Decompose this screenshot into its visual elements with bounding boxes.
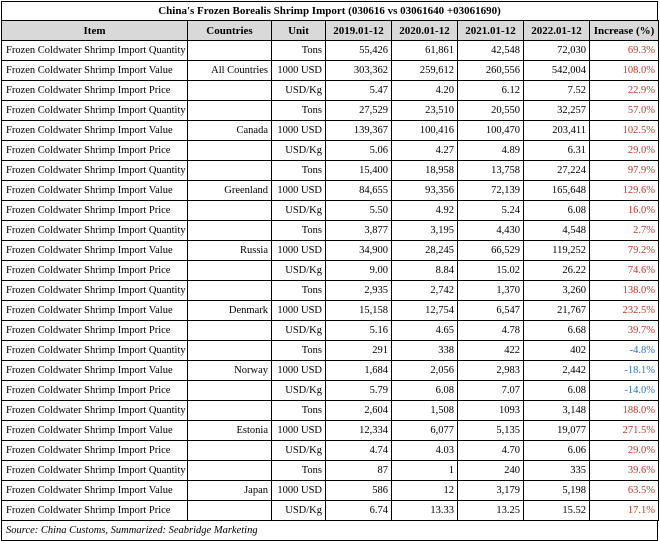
table-row xyxy=(2,441,659,461)
table-row xyxy=(2,201,659,221)
value-2020-cell: 12,754 xyxy=(392,301,458,321)
country-cell xyxy=(188,501,272,521)
value-2020-cell: 1,508 xyxy=(392,401,458,421)
item-cell: Frozen Coldwater Shrimp Import Value xyxy=(2,121,188,141)
table-row xyxy=(2,101,659,121)
value-2022-cell: 6.08 xyxy=(524,381,590,401)
value-2019-cell: 5.16 xyxy=(326,321,392,341)
value-2020-cell: 61,861 xyxy=(392,41,458,61)
value-2022-cell: 3,148 xyxy=(524,401,590,421)
value-2019-cell: 3,877 xyxy=(326,221,392,241)
value-2020-cell: 13.33 xyxy=(392,501,458,521)
value-2022-cell: 6.06 xyxy=(524,441,590,461)
value-2020-cell: 2,056 xyxy=(392,361,458,381)
unit-cell: Tons xyxy=(272,161,326,181)
increase-cell: 16.0% xyxy=(590,201,659,221)
increase-cell: 57.0% xyxy=(590,101,659,121)
header-increase: Increase (%) xyxy=(590,21,659,41)
item-cell: Frozen Coldwater Shrimp Import Quantity xyxy=(2,101,188,121)
value-2021-cell: 15.02 xyxy=(458,261,524,281)
unit-cell: Tons xyxy=(272,461,326,481)
unit-cell: USD/Kg xyxy=(272,81,326,101)
value-2019-cell: 303,362 xyxy=(326,61,392,81)
item-cell: Frozen Coldwater Shrimp Import Value xyxy=(2,181,188,201)
item-cell: Frozen Coldwater Shrimp Import Quantity xyxy=(2,341,188,361)
value-2021-cell: 100,470 xyxy=(458,121,524,141)
unit-cell: Tons xyxy=(272,101,326,121)
value-2019-cell: 4.74 xyxy=(326,441,392,461)
value-2020-cell: 6,077 xyxy=(392,421,458,441)
value-2019-cell: 55,426 xyxy=(326,41,392,61)
unit-cell: 1000 USD xyxy=(272,241,326,261)
increase-cell: -4.8% xyxy=(590,341,659,361)
value-2022-cell: 3,260 xyxy=(524,281,590,301)
value-2021-cell: 13.25 xyxy=(458,501,524,521)
unit-cell: 1000 USD xyxy=(272,361,326,381)
value-2021-cell: 20,550 xyxy=(458,101,524,121)
item-cell: Frozen Coldwater Shrimp Import Quantity xyxy=(2,401,188,421)
table-row xyxy=(2,381,659,401)
country-cell xyxy=(188,381,272,401)
value-2020-cell: 4.03 xyxy=(392,441,458,461)
table-row xyxy=(2,361,659,381)
value-2019-cell: 15,400 xyxy=(326,161,392,181)
table-row xyxy=(2,241,659,261)
value-2022-cell: 6.68 xyxy=(524,321,590,341)
table-row xyxy=(2,141,659,161)
value-2022-cell: 21,767 xyxy=(524,301,590,321)
value-2019-cell: 2,604 xyxy=(326,401,392,421)
value-2019-cell: 5.47 xyxy=(326,81,392,101)
value-2019-cell: 5.79 xyxy=(326,381,392,401)
value-2021-cell: 72,139 xyxy=(458,181,524,201)
header-item: Item xyxy=(2,21,188,41)
value-2019-cell: 5.06 xyxy=(326,141,392,161)
country-cell xyxy=(188,461,272,481)
value-2020-cell: 6.08 xyxy=(392,381,458,401)
increase-cell: 102.5% xyxy=(590,121,659,141)
unit-cell: USD/Kg xyxy=(272,201,326,221)
table-row xyxy=(2,481,659,501)
value-2022-cell: 6.08 xyxy=(524,201,590,221)
value-2022-cell: 402 xyxy=(524,341,590,361)
value-2021-cell: 3,179 xyxy=(458,481,524,501)
item-cell: Frozen Coldwater Shrimp Import Quantity xyxy=(2,221,188,241)
unit-cell: 1000 USD xyxy=(272,301,326,321)
value-2022-cell: 4,548 xyxy=(524,221,590,241)
unit-cell: 1000 USD xyxy=(272,121,326,141)
table-row xyxy=(2,221,659,241)
shrimp-import-report xyxy=(1,1,658,541)
table-row xyxy=(2,301,659,321)
unit-cell: Tons xyxy=(272,341,326,361)
item-cell: Frozen Coldwater Shrimp Import Price xyxy=(2,381,188,401)
unit-cell: Tons xyxy=(272,281,326,301)
country-cell xyxy=(188,201,272,221)
value-2021-cell: 6.12 xyxy=(458,81,524,101)
source-note: Source: China Customs, Summarized: Seabridge Marketing xyxy=(1,521,658,541)
header-unit: Unit xyxy=(272,21,326,41)
increase-cell: 108.0% xyxy=(590,61,659,81)
value-2021-cell: 6,547 xyxy=(458,301,524,321)
value-2021-cell: 7.07 xyxy=(458,381,524,401)
value-2022-cell: 2,442 xyxy=(524,361,590,381)
value-2020-cell: 18,958 xyxy=(392,161,458,181)
value-2020-cell: 4.65 xyxy=(392,321,458,341)
unit-cell: USD/Kg xyxy=(272,261,326,281)
value-2019-cell: 27,529 xyxy=(326,101,392,121)
increase-cell: 129.6% xyxy=(590,181,659,201)
value-2022-cell: 203,411 xyxy=(524,121,590,141)
value-2022-cell: 5,198 xyxy=(524,481,590,501)
increase-cell: 232.5% xyxy=(590,301,659,321)
table-title: China's Frozen Borealis Shrimp Import (030616 vs 03061640 +03061690) xyxy=(1,1,658,20)
increase-cell: 17.1% xyxy=(590,501,659,521)
value-2021-cell: 13,758 xyxy=(458,161,524,181)
table-row xyxy=(2,281,659,301)
table-row xyxy=(2,81,659,101)
value-2019-cell: 139,367 xyxy=(326,121,392,141)
value-2020-cell: 4.20 xyxy=(392,81,458,101)
value-2022-cell: 165,648 xyxy=(524,181,590,201)
value-2019-cell: 87 xyxy=(326,461,392,481)
value-2021-cell: 42,548 xyxy=(458,41,524,61)
increase-cell: 138.0% xyxy=(590,281,659,301)
value-2022-cell: 19,077 xyxy=(524,421,590,441)
value-2020-cell: 12 xyxy=(392,481,458,501)
header-2022: 2022.01-12 xyxy=(524,21,590,41)
unit-cell: USD/Kg xyxy=(272,141,326,161)
value-2021-cell: 4.78 xyxy=(458,321,524,341)
increase-cell: 39.6% xyxy=(590,461,659,481)
item-cell: Frozen Coldwater Shrimp Import Price xyxy=(2,501,188,521)
value-2019-cell: 1,684 xyxy=(326,361,392,381)
unit-cell: 1000 USD xyxy=(272,481,326,501)
unit-cell: Tons xyxy=(272,41,326,61)
table-row xyxy=(2,341,659,361)
item-cell: Frozen Coldwater Shrimp Import Price xyxy=(2,441,188,461)
value-2020-cell: 4.27 xyxy=(392,141,458,161)
country-cell: Canada xyxy=(188,121,272,141)
value-2022-cell: 335 xyxy=(524,461,590,481)
value-2020-cell: 28,245 xyxy=(392,241,458,261)
value-2019-cell: 291 xyxy=(326,341,392,361)
value-2020-cell: 23,510 xyxy=(392,101,458,121)
value-2021-cell: 422 xyxy=(458,341,524,361)
value-2020-cell: 93,356 xyxy=(392,181,458,201)
country-cell xyxy=(188,261,272,281)
value-2020-cell: 4.92 xyxy=(392,201,458,221)
country-cell: All Countries xyxy=(188,61,272,81)
value-2020-cell: 1 xyxy=(392,461,458,481)
increase-cell: 29.0% xyxy=(590,441,659,461)
value-2022-cell: 7.52 xyxy=(524,81,590,101)
increase-cell: 74.6% xyxy=(590,261,659,281)
value-2022-cell: 27,224 xyxy=(524,161,590,181)
header-2020: 2020.01-12 xyxy=(392,21,458,41)
value-2022-cell: 32,257 xyxy=(524,101,590,121)
country-cell xyxy=(188,401,272,421)
increase-cell: -18.1% xyxy=(590,361,659,381)
table-row xyxy=(2,421,659,441)
value-2021-cell: 1093 xyxy=(458,401,524,421)
country-cell: Norway xyxy=(188,361,272,381)
item-cell: Frozen Coldwater Shrimp Import Quantity xyxy=(2,161,188,181)
item-cell: Frozen Coldwater Shrimp Import Value xyxy=(2,61,188,81)
item-cell: Frozen Coldwater Shrimp Import Value xyxy=(2,481,188,501)
country-cell xyxy=(188,441,272,461)
value-2022-cell: 26.22 xyxy=(524,261,590,281)
country-cell: Estonia xyxy=(188,421,272,441)
table-row xyxy=(2,41,659,61)
value-2020-cell: 259,612 xyxy=(392,61,458,81)
country-cell: Russia xyxy=(188,241,272,261)
unit-cell: 1000 USD xyxy=(272,61,326,81)
value-2020-cell: 8.84 xyxy=(392,261,458,281)
increase-cell: 188.0% xyxy=(590,401,659,421)
value-2021-cell: 260,556 xyxy=(458,61,524,81)
table-row xyxy=(2,321,659,341)
value-2022-cell: 15.52 xyxy=(524,501,590,521)
value-2020-cell: 2,742 xyxy=(392,281,458,301)
increase-cell: 29.0% xyxy=(590,141,659,161)
value-2019-cell: 9.00 xyxy=(326,261,392,281)
value-2019-cell: 12,334 xyxy=(326,421,392,441)
country-cell xyxy=(188,281,272,301)
header-countries: Countries xyxy=(188,21,272,41)
value-2020-cell: 100,416 xyxy=(392,121,458,141)
item-cell: Frozen Coldwater Shrimp Import Quantity xyxy=(2,281,188,301)
table-row xyxy=(2,461,659,481)
unit-cell: 1000 USD xyxy=(272,421,326,441)
item-cell: Frozen Coldwater Shrimp Import Price xyxy=(2,321,188,341)
item-cell: Frozen Coldwater Shrimp Import Quantity xyxy=(2,461,188,481)
increase-cell: 2.7% xyxy=(590,221,659,241)
increase-cell: 22.9% xyxy=(590,81,659,101)
value-2019-cell: 5.50 xyxy=(326,201,392,221)
unit-cell: USD/Kg xyxy=(272,321,326,341)
header-2021: 2021.01-12 xyxy=(458,21,524,41)
country-cell xyxy=(188,221,272,241)
table-body xyxy=(2,41,659,521)
country-cell xyxy=(188,341,272,361)
increase-cell: 271.5% xyxy=(590,421,659,441)
value-2019-cell: 15,158 xyxy=(326,301,392,321)
table-row xyxy=(2,401,659,421)
item-cell: Frozen Coldwater Shrimp Import Value xyxy=(2,301,188,321)
import-table xyxy=(1,20,659,521)
value-2021-cell: 5,135 xyxy=(458,421,524,441)
value-2020-cell: 3,195 xyxy=(392,221,458,241)
item-cell: Frozen Coldwater Shrimp Import Value xyxy=(2,421,188,441)
increase-cell: 69.3% xyxy=(590,41,659,61)
item-cell: Frozen Coldwater Shrimp Import Price xyxy=(2,201,188,221)
unit-cell: Tons xyxy=(272,401,326,421)
country-cell xyxy=(188,321,272,341)
increase-cell: 79.2% xyxy=(590,241,659,261)
value-2021-cell: 4.70 xyxy=(458,441,524,461)
increase-cell: 97.9% xyxy=(590,161,659,181)
value-2019-cell: 84,655 xyxy=(326,181,392,201)
value-2021-cell: 4.89 xyxy=(458,141,524,161)
value-2019-cell: 2,935 xyxy=(326,281,392,301)
item-cell: Frozen Coldwater Shrimp Import Price xyxy=(2,81,188,101)
table-row xyxy=(2,181,659,201)
country-cell xyxy=(188,101,272,121)
value-2021-cell: 1,370 xyxy=(458,281,524,301)
header-row xyxy=(2,21,659,41)
country-cell: Japan xyxy=(188,481,272,501)
increase-cell: -14.0% xyxy=(590,381,659,401)
table-row xyxy=(2,61,659,81)
unit-cell: Tons xyxy=(272,221,326,241)
value-2021-cell: 4,430 xyxy=(458,221,524,241)
country-cell: Denmark xyxy=(188,301,272,321)
value-2020-cell: 338 xyxy=(392,341,458,361)
item-cell: Frozen Coldwater Shrimp Import Price xyxy=(2,141,188,161)
value-2022-cell: 119,252 xyxy=(524,241,590,261)
increase-cell: 39.7% xyxy=(590,321,659,341)
table-row xyxy=(2,121,659,141)
country-cell xyxy=(188,81,272,101)
unit-cell: 1000 USD xyxy=(272,181,326,201)
value-2021-cell: 2,983 xyxy=(458,361,524,381)
value-2021-cell: 5.24 xyxy=(458,201,524,221)
table-row xyxy=(2,501,659,521)
country-cell xyxy=(188,141,272,161)
country-cell xyxy=(188,41,272,61)
value-2022-cell: 6.31 xyxy=(524,141,590,161)
unit-cell: USD/Kg xyxy=(272,381,326,401)
value-2019-cell: 586 xyxy=(326,481,392,501)
country-cell: Greenland xyxy=(188,181,272,201)
value-2022-cell: 542,004 xyxy=(524,61,590,81)
value-2021-cell: 240 xyxy=(458,461,524,481)
value-2021-cell: 66,529 xyxy=(458,241,524,261)
table-row xyxy=(2,261,659,281)
item-cell: Frozen Coldwater Shrimp Import Quantity xyxy=(2,41,188,61)
value-2019-cell: 34,900 xyxy=(326,241,392,261)
unit-cell: USD/Kg xyxy=(272,441,326,461)
unit-cell: USD/Kg xyxy=(272,501,326,521)
header-2019: 2019.01-12 xyxy=(326,21,392,41)
value-2019-cell: 6.74 xyxy=(326,501,392,521)
table-row xyxy=(2,161,659,181)
item-cell: Frozen Coldwater Shrimp Import Value xyxy=(2,361,188,381)
country-cell xyxy=(188,161,272,181)
item-cell: Frozen Coldwater Shrimp Import Value xyxy=(2,241,188,261)
value-2022-cell: 72,030 xyxy=(524,41,590,61)
item-cell: Frozen Coldwater Shrimp Import Price xyxy=(2,261,188,281)
increase-cell: 63.5% xyxy=(590,481,659,501)
